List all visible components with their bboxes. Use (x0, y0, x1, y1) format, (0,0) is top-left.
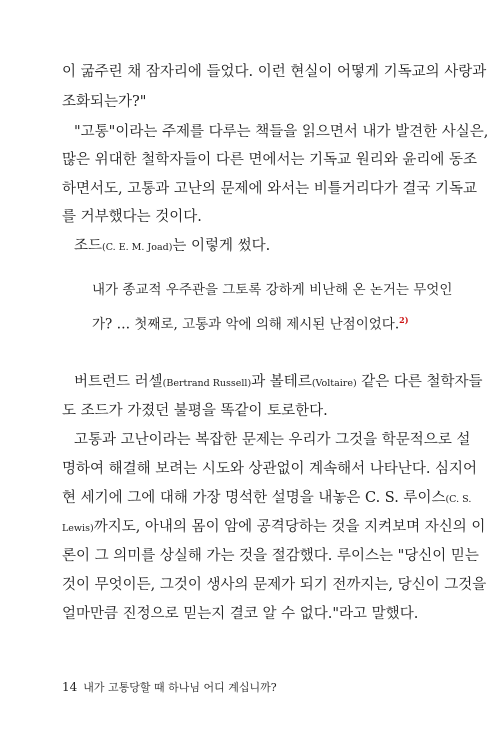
paragraph-line: 론이 그 의미를 상실해 가는 것을 절감했다. 루이스는 "당신이 믿는 (62, 548, 479, 564)
paragraph-line (62, 488, 472, 510)
text: 는 이렇게 썼다. (172, 238, 271, 254)
footnote-marker[interactable]: 2) (399, 315, 409, 325)
latin-name: (Bertrand Russell) (162, 378, 252, 389)
paragraph-line (74, 236, 436, 258)
paragraph-line (74, 372, 483, 394)
author-name-latin: (C. E. M. Joad) (102, 242, 173, 253)
paragraph-line: 명하여 해결해 보려는 시도와 상관없이 계속해서 나타난다. 심지어 (62, 461, 478, 477)
running-title: 내가 고통당할 때 하나님 어디 계십니까? (83, 681, 277, 694)
paragraph-line: 것이 무엇이든, 그것이 생사의 문제가 되기 전까지는, 당신이 그것을 (62, 577, 487, 593)
page-number: 14 (62, 680, 78, 694)
text: 현 세기에 그에 대해 가장 명석한 설명을 내놓은 C. S. 루이스 (62, 490, 446, 506)
text: 조드 (74, 238, 103, 254)
page-footer (62, 679, 436, 696)
quote-line (92, 310, 436, 335)
text: 까지도, 아내의 몸이 암에 공격당하는 것을 지켜보며 자신의 이 (93, 519, 486, 535)
paragraph-line: 를 거부했다는 것이다. (62, 209, 202, 225)
paragraph-line: 얼마만큼 진정으로 믿는지 결코 알 수 없다."라고 말했다. (62, 606, 419, 622)
text: 같은 다른 철학자들 (356, 374, 483, 390)
paragraph-line: "고통"이라는 주제를 다루는 책들을 읽으면서 내가 발견한 사실은, (74, 124, 489, 140)
paragraph-line: 고통과 고난이라는 복잡한 문제는 우리가 그것을 학문적으로 설 (74, 432, 471, 448)
latin-name: (C. S. (445, 494, 472, 505)
paragraph-line (62, 517, 486, 539)
paragraph-line: 많은 위대한 철학자들이 다른 면에서는 기독교 원리와 윤리에 동조 (62, 152, 478, 168)
paragraph-line: 하면서도, 고통과 고난의 문제에 와서는 비틀거리다가 결국 기독교 (62, 181, 478, 197)
paragraph-line: 이 굶주린 채 잠자리에 들었다. 이런 현실이 어떻게 기독교의 사랑과 (62, 64, 487, 80)
text: 버트런드 러셀 (74, 374, 163, 390)
paragraph-line: 조화되는가?" (62, 94, 147, 110)
paragraph-line: 도 조드가 가졌던 불평을 똑같이 토로한다. (62, 403, 328, 419)
text: 가? … 첫째로, 고통과 악에 의해 제시된 난점이었다. (92, 316, 400, 333)
quote-line: 내가 종교적 우주관을 그토록 강하게 비난해 온 논거는 무엇인 (92, 282, 453, 298)
latin-name: (Voltaire) (311, 378, 357, 389)
text: 과 볼테르 (251, 374, 312, 390)
latin-name: Lewis) (62, 523, 94, 534)
